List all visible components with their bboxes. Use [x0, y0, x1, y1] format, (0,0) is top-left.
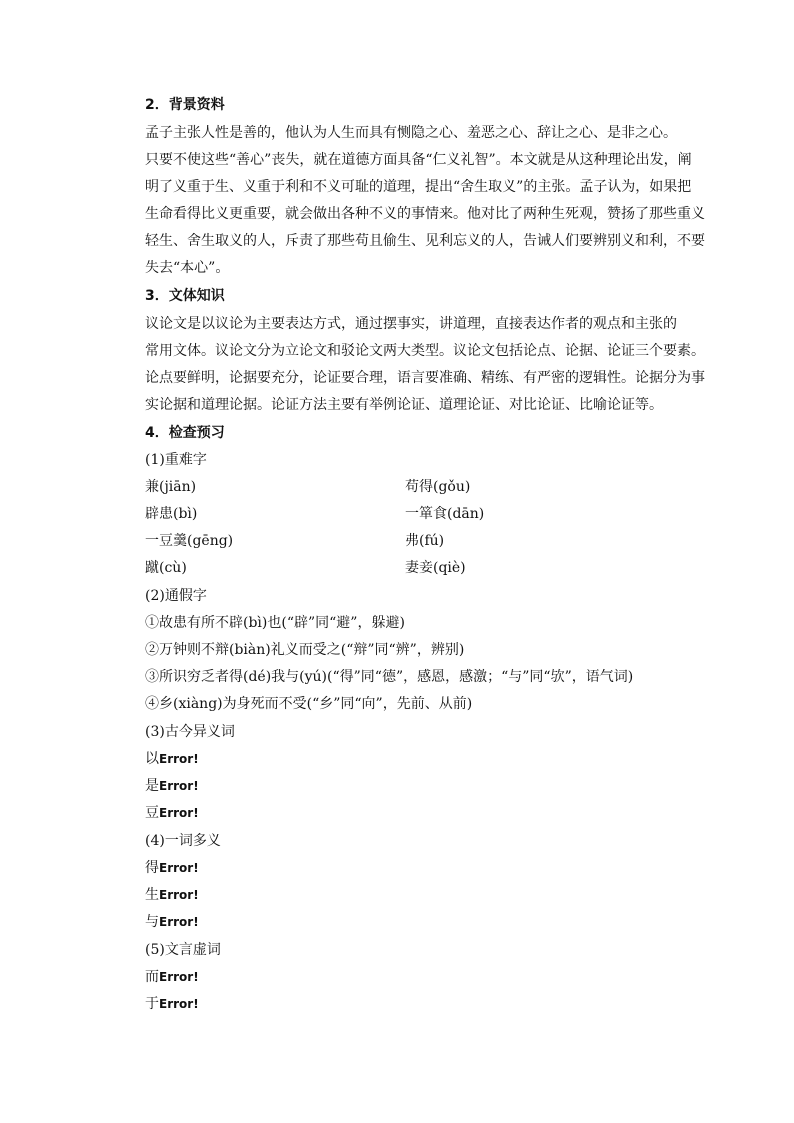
gujin-char: 以 — [145, 751, 159, 767]
sub-heading-4: (4)一词多义 — [145, 833, 221, 849]
error-text: Error! — [159, 779, 199, 793]
section-3-heading: 3．文体知识 — [145, 288, 225, 304]
section-2-line-2: 只要不使这些“善心”丧失，就在道德方面具备“仁义礼智”。本文就是从这种理论出发，阐 — [145, 152, 692, 168]
tongjia-item: ②万钟则不辩(biàn)礼义而受之(“辩”同“辨”，辨别) — [145, 642, 465, 658]
gujin-char: 豆 — [145, 805, 159, 821]
char-item: 蹴(cù) — [145, 560, 187, 576]
error-text: Error! — [159, 997, 199, 1011]
error-text: Error! — [159, 806, 199, 820]
section-2-line-3: 明了义重于生、义重于利和不义可耻的道理，提出“舍生取义”的主张。孟子认为，如果把 — [145, 179, 692, 195]
char-item: 弗(fú) — [405, 533, 445, 549]
char-item: 兼(jiān) — [145, 479, 197, 495]
error-text: Error! — [159, 752, 199, 766]
error-text: Error! — [159, 915, 199, 929]
xuci-char: 于 — [145, 996, 159, 1012]
char-item: 妻妾(qiè) — [405, 560, 466, 576]
duoyi-item — [145, 860, 199, 876]
error-text: Error! — [159, 861, 199, 875]
duoyi-item — [145, 914, 199, 930]
section-2-line-6: 失去“本心”。 — [145, 260, 230, 276]
tongjia-item: ①故患有所不辟(bì)也(“辟”同“避”，躲避) — [145, 615, 405, 631]
section-3-line-3: 论点要鲜明，论据要充分，论证要合理，语言要准确、精练、有严密的逻辑性。论据分为事 — [145, 370, 705, 386]
gujin-item — [145, 778, 199, 794]
char-item: 一豆羹(gēng) — [145, 533, 234, 549]
section-3-line-2: 常用文体。议论文分为立论文和驳论文两大类型。议论文包括论点、论据、论证三个要素。 — [145, 343, 705, 359]
section-2-heading: 2．背景资料 — [145, 97, 225, 113]
duoyi-char: 与 — [145, 914, 159, 930]
xuci-item — [145, 996, 199, 1012]
sub-heading-5: (5)文言虚词 — [145, 942, 221, 958]
section-3-line-1: 议论文是以议论为主要表达方式，通过摆事实，讲道理，直接表达作者的观点和主张的 — [145, 316, 677, 332]
gujin-item — [145, 805, 199, 821]
char-item: 一箪食(dān) — [405, 506, 485, 522]
gujin-char: 是 — [145, 778, 159, 794]
xuci-char: 而 — [145, 969, 159, 985]
section-4-heading: 4．检查预习 — [145, 425, 225, 441]
tongjia-item: ③所识穷乏者得(dé)我与(yú)(“得”同“德”，感恩，感激；“与”同“欤”，语气词) — [145, 669, 634, 685]
char-item: 苟得(gǒu) — [405, 479, 471, 495]
duoyi-char: 生 — [145, 887, 159, 903]
section-3-line-4: 实论据和道理论据。论证方法主要有举例论证、道理论证、对比论证、比喻论证等。 — [145, 397, 663, 413]
duoyi-item — [145, 887, 199, 903]
sub-heading-1: (1)重难字 — [145, 452, 207, 468]
error-text: Error! — [159, 970, 199, 984]
xuci-item — [145, 969, 199, 985]
section-2-line-5: 轻生、舍生取义的人，斥责了那些苟且偷生、见利忘义的人，告诫人们要辨别义和利，不要 — [145, 233, 705, 249]
sub-heading-3: (3)古今异义词 — [145, 724, 235, 740]
error-text: Error! — [159, 888, 199, 902]
section-2-line-1: 孟子主张人性是善的，他认为人生而具有恻隐之心、羞恶之心、辞让之心、是非之心。 — [145, 125, 677, 141]
sub-heading-2: (2)通假字 — [145, 588, 207, 604]
tongjia-item: ④乡(xiàng)为身死而不受(“乡”同“向”，先前、从前) — [145, 696, 473, 712]
gujin-item — [145, 751, 199, 767]
char-item: 辟患(bì) — [145, 506, 198, 522]
section-2-line-4: 生命看得比义更重要，就会做出各种不义的事情来。他对比了两种生死观，赞扬了那些重义 — [145, 206, 705, 222]
duoyi-char: 得 — [145, 860, 159, 876]
